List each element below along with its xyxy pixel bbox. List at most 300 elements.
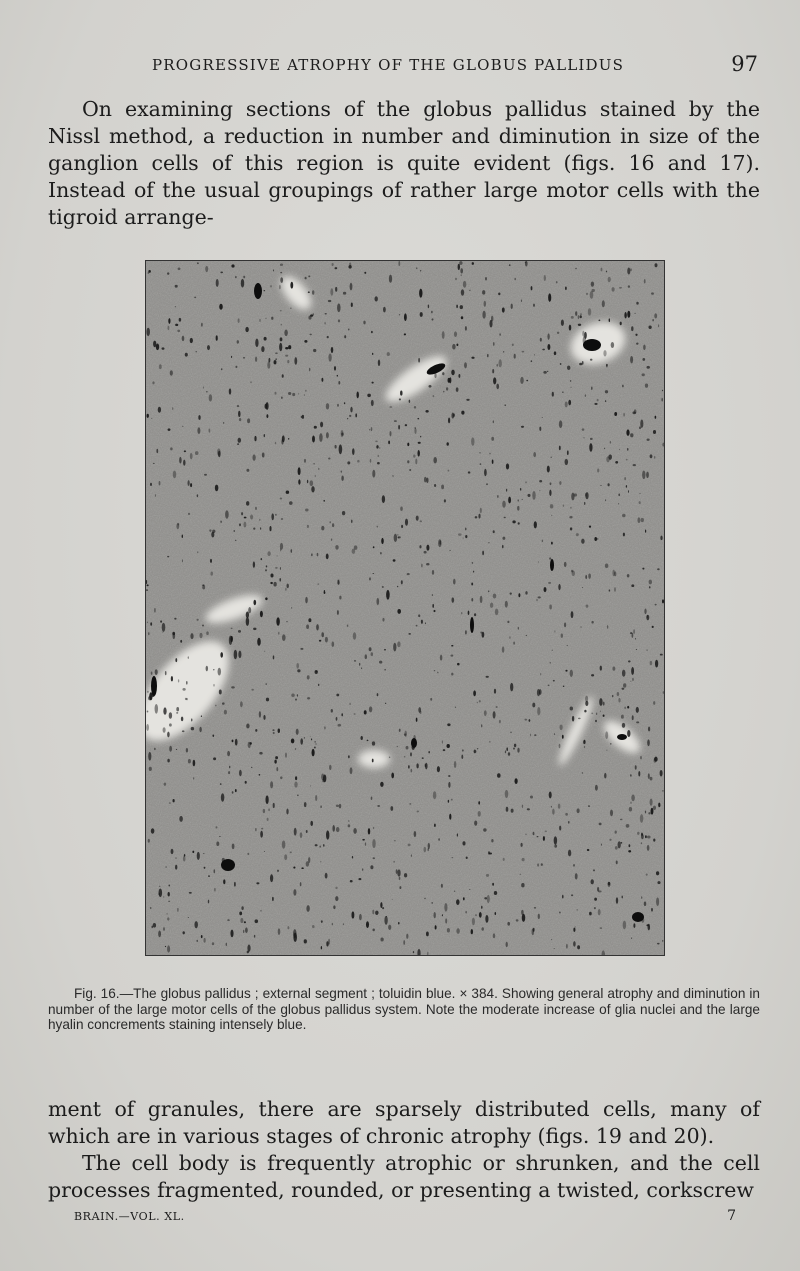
stain-speck <box>572 571 575 576</box>
stain-speck <box>627 574 630 578</box>
stain-speck <box>256 882 259 884</box>
stain-speck <box>305 277 307 280</box>
stain-speck <box>351 911 354 918</box>
stain-speck <box>174 618 176 620</box>
stain-speck <box>600 711 601 712</box>
stain-speck <box>539 427 541 431</box>
stain-speck <box>260 831 263 838</box>
stain-speck <box>454 331 457 337</box>
stain-speck <box>502 646 505 652</box>
stain-speck <box>359 914 362 920</box>
stain-speck <box>576 909 578 910</box>
stain-speck <box>571 611 574 618</box>
stain-speck <box>644 608 646 614</box>
stain-speck <box>646 873 648 875</box>
stain-speck <box>372 470 375 478</box>
stain-speck <box>382 618 384 622</box>
stain-speck <box>622 670 626 677</box>
stain-speck <box>481 906 483 909</box>
stain-speck <box>376 445 378 449</box>
stain-speck <box>400 506 403 510</box>
stain-speck <box>377 462 380 464</box>
stain-speck <box>277 870 279 872</box>
stain-speck <box>238 630 241 633</box>
stain-speck <box>505 790 509 798</box>
stain-speck <box>339 444 343 454</box>
stain-speck <box>247 418 250 423</box>
stain-speck <box>181 717 183 722</box>
stain-speck <box>278 928 281 935</box>
stain-speck <box>167 759 169 763</box>
stain-speck <box>481 632 482 634</box>
stain-speck <box>275 352 278 354</box>
stain-speck <box>192 851 194 853</box>
stain-speck <box>291 549 293 553</box>
stain-speck <box>366 921 369 928</box>
stain-speck <box>394 534 398 542</box>
stain-speck <box>206 666 208 672</box>
stain-speck <box>320 805 322 808</box>
stain-speck <box>205 266 208 272</box>
stain-speck <box>320 862 321 863</box>
stain-speck <box>432 570 434 575</box>
stain-speck <box>310 786 311 787</box>
stain-speck <box>576 533 579 536</box>
stain-speck <box>275 567 278 569</box>
stain-speck <box>584 502 585 505</box>
stain-speck <box>385 669 386 671</box>
stain-speck <box>182 336 185 342</box>
stain-speck <box>551 542 553 545</box>
stain-speck <box>176 523 179 529</box>
stain-speck <box>604 448 605 450</box>
stain-speck <box>306 625 309 630</box>
stain-speck <box>373 827 374 829</box>
stain-speck <box>404 873 407 877</box>
stain-speck <box>203 386 204 388</box>
stain-speck <box>231 628 233 629</box>
stain-speck <box>332 923 333 926</box>
stain-speck <box>469 290 470 291</box>
stain-speck <box>493 420 494 423</box>
stain-speck <box>636 302 638 305</box>
stain-speck <box>388 925 391 930</box>
stain-speck <box>337 375 338 377</box>
stain-speck <box>640 420 643 429</box>
stain-speck <box>328 939 330 945</box>
stain-speck <box>367 394 371 397</box>
stain-speck <box>321 632 324 637</box>
stain-speck <box>288 438 289 440</box>
stain-speck <box>361 667 362 669</box>
stain-speck <box>655 660 658 668</box>
stain-speck <box>480 463 482 465</box>
stain-speck <box>170 447 172 450</box>
stain-speck <box>218 451 221 458</box>
stain-speck <box>453 579 456 585</box>
stain-speck <box>399 314 400 315</box>
stain-speck <box>357 460 359 463</box>
stain-speck <box>330 288 333 296</box>
stain-speck <box>361 736 363 740</box>
stain-speck <box>387 352 390 356</box>
stain-speck <box>177 908 179 912</box>
stain-speck <box>623 413 625 417</box>
stain-speck <box>533 304 535 307</box>
stain-speck <box>471 598 473 602</box>
stain-speck <box>372 910 374 915</box>
stain-speck <box>255 919 258 923</box>
stain-speck <box>324 590 325 594</box>
stain-speck <box>482 311 485 319</box>
stain-speck <box>244 921 246 923</box>
stain-speck <box>420 270 421 272</box>
stain-speck <box>662 790 664 792</box>
stain-speck <box>290 852 292 854</box>
stain-speck <box>484 710 487 716</box>
stain-speck <box>255 339 258 347</box>
stain-speck <box>634 313 635 314</box>
stain-speck <box>206 391 207 393</box>
stain-speck <box>201 323 203 327</box>
stain-speck <box>319 845 321 847</box>
stain-speck <box>291 607 292 609</box>
stain-speck <box>530 733 531 736</box>
stain-speck <box>237 340 239 344</box>
stain-speck <box>383 307 386 313</box>
stain-speck <box>175 865 177 870</box>
stain-speck <box>167 732 170 738</box>
stain-speck <box>482 551 484 556</box>
stain-speck <box>479 700 481 702</box>
stain-speck <box>571 894 573 896</box>
stain-speck <box>478 801 480 805</box>
stain-speck <box>326 432 329 438</box>
stain-speck <box>290 282 293 289</box>
stain-speck <box>601 268 603 272</box>
stain-speck <box>584 746 585 748</box>
stain-speck <box>280 272 282 273</box>
stain-speck <box>276 358 277 360</box>
stain-speck <box>384 649 386 651</box>
stain-speck <box>188 480 190 486</box>
stain-speck <box>184 450 186 452</box>
stain-speck <box>407 460 409 463</box>
stain-speck <box>158 931 161 938</box>
stain-speck <box>411 854 412 857</box>
stain-speck <box>513 642 515 645</box>
stain-speck <box>585 394 586 397</box>
stain-speck <box>479 452 480 453</box>
stain-speck <box>183 460 185 466</box>
stain-speck <box>568 821 569 824</box>
stain-speck <box>335 887 337 890</box>
stain-speck <box>606 271 607 273</box>
stain-speck <box>486 483 487 485</box>
stain-speck <box>532 491 535 500</box>
stain-speck <box>655 416 657 419</box>
stain-speck <box>146 328 150 336</box>
stain-speck <box>658 324 659 327</box>
stain-speck <box>285 347 288 349</box>
stain-speck <box>654 456 655 459</box>
stain-speck <box>534 907 536 908</box>
stain-speck <box>197 494 199 497</box>
stain-speck <box>341 432 343 435</box>
stain-speck <box>455 706 456 708</box>
stain-speck <box>216 841 219 846</box>
stain-speck <box>626 429 629 435</box>
running-head <box>48 52 760 80</box>
stain-speck <box>637 832 639 835</box>
stain-speck <box>321 774 324 781</box>
stain-speck <box>280 497 283 499</box>
stain-speck <box>472 918 475 926</box>
stain-speck <box>274 360 277 364</box>
stain-speck <box>618 503 619 505</box>
stain-speck <box>323 500 325 502</box>
stain-speck <box>646 366 650 369</box>
stain-speck <box>263 715 265 720</box>
stain-speck <box>630 356 633 363</box>
stain-speck <box>516 919 519 921</box>
stain-speck <box>407 573 410 575</box>
stain-speck <box>644 901 646 906</box>
stain-speck <box>253 527 255 529</box>
stain-speck <box>526 635 527 636</box>
stain-speck <box>591 281 594 286</box>
stain-speck <box>209 394 212 401</box>
stain-speck <box>424 551 427 554</box>
stain-speck <box>598 909 601 915</box>
stain-speck <box>265 404 268 409</box>
stain-speck <box>521 299 522 302</box>
stain-speck <box>507 922 510 926</box>
stain-speck <box>264 337 267 341</box>
stain-speck <box>397 746 398 747</box>
stain-speck <box>441 884 443 888</box>
stain-speck <box>147 711 149 713</box>
stain-speck <box>297 694 298 697</box>
stain-speck <box>355 413 357 417</box>
stain-speck <box>639 501 641 504</box>
stain-speck <box>179 816 183 822</box>
stain-speck <box>262 452 265 457</box>
stain-speck <box>155 704 158 714</box>
stain-speck <box>550 662 551 663</box>
stain-speck <box>275 392 277 395</box>
stain-speck <box>320 422 323 428</box>
stain-speck <box>564 562 567 567</box>
stain-speck <box>278 728 280 732</box>
stain-speck <box>176 707 179 711</box>
stain-speck <box>446 442 448 446</box>
stain-speck <box>626 485 627 488</box>
stain-speck <box>427 848 428 851</box>
stain-speck <box>224 710 227 715</box>
stain-speck <box>583 437 584 438</box>
stain-speck <box>648 812 650 814</box>
stain-speck <box>219 304 223 310</box>
stain-speck <box>182 730 185 732</box>
stain-speck <box>364 710 367 714</box>
stain-speck <box>602 300 605 307</box>
stain-speck <box>353 828 357 834</box>
stain-speck <box>246 617 249 626</box>
stain-speck <box>247 951 249 954</box>
stain-speck <box>336 827 340 832</box>
stain-speck <box>487 895 490 903</box>
stain-speck <box>310 314 313 316</box>
stain-speck <box>288 345 291 349</box>
stain-speck <box>444 499 446 502</box>
stain-speck <box>358 878 361 880</box>
stain-speck <box>238 438 241 443</box>
stain-speck <box>484 301 486 307</box>
stain-speck <box>496 706 498 708</box>
stain-speck <box>537 707 540 715</box>
stain-speck <box>265 597 267 600</box>
stain-speck <box>631 667 634 675</box>
stain-speck <box>329 765 332 770</box>
stain-speck <box>556 281 558 283</box>
stain-speck <box>410 752 412 756</box>
stain-speck <box>365 654 367 659</box>
stain-speck <box>451 799 453 801</box>
caption-text: Fig. 16.—The globus pallidus ; external segment ; toluidin blue. × 384. Showing general atrophy and diminution in number of the large motor cells of the globus pallidus system. Note the moderate increase of glia nuclei and the large hyalin concrements staining intensely blue. <box>48 986 760 1032</box>
stain-speck <box>512 344 514 347</box>
stain-speck <box>338 319 340 322</box>
stain-speck <box>486 676 489 678</box>
stain-speck <box>182 688 185 691</box>
stain-speck <box>168 428 171 431</box>
stain-speck <box>543 836 545 841</box>
stain-speck <box>208 875 210 877</box>
stain-speck <box>167 556 169 558</box>
stain-speck <box>632 678 634 681</box>
stain-speck <box>282 634 286 641</box>
stain-speck <box>586 293 587 295</box>
stain-speck <box>240 918 243 923</box>
stain-speck <box>272 729 274 731</box>
stain-speck <box>339 804 341 809</box>
stain-speck <box>369 647 372 651</box>
stain-speck <box>551 515 552 516</box>
stain-speck <box>482 632 485 638</box>
stain-speck <box>651 808 654 815</box>
stain-speck <box>645 835 647 838</box>
stain-speck <box>426 545 429 551</box>
stain-speck <box>520 377 524 384</box>
stain-speck <box>449 814 451 820</box>
stain-speck <box>270 574 273 578</box>
stain-speck <box>594 537 597 541</box>
stain-speck <box>188 513 189 515</box>
stain-speck <box>369 577 370 580</box>
stain-speck <box>619 449 620 450</box>
running-title: PROGRESSIVE ATROPHY OF THE GLOBUS PALLIDUS <box>152 56 625 74</box>
stain-speck <box>454 761 456 768</box>
stain-speck <box>375 911 378 915</box>
stain-speck <box>609 318 610 322</box>
stain-speck <box>152 926 153 929</box>
stain-speck <box>377 805 380 807</box>
stain-speck <box>379 447 380 449</box>
stain-speck <box>608 483 610 486</box>
stain-speck <box>335 896 338 901</box>
stain-speck <box>273 732 275 734</box>
stain-speck <box>158 407 161 413</box>
stain-speck <box>325 313 327 314</box>
stain-speck <box>234 530 235 532</box>
stain-speck <box>304 737 305 739</box>
stain-speck <box>630 433 633 437</box>
stain-speck <box>382 495 385 503</box>
stain-speck <box>194 921 197 928</box>
stain-speck <box>280 337 283 341</box>
stain-speck <box>553 680 555 682</box>
stain-speck <box>398 425 400 430</box>
stain-speck <box>307 697 310 699</box>
stain-speck <box>341 470 343 472</box>
stain-speck <box>243 276 245 279</box>
stain-speck <box>312 290 314 295</box>
stain-speck <box>280 578 281 582</box>
stain-speck <box>168 901 170 902</box>
stain-speck <box>534 354 535 355</box>
stain-speck <box>589 525 591 527</box>
stain-speck <box>408 633 411 635</box>
stain-speck <box>416 267 417 269</box>
stain-speck <box>539 490 540 491</box>
stain-speck <box>585 696 588 702</box>
stain-speck <box>385 703 386 704</box>
stain-speck <box>404 756 405 757</box>
stain-speck <box>518 593 520 597</box>
stain-speck <box>150 622 152 626</box>
stain-speck <box>508 497 511 504</box>
stain-speck <box>354 713 356 715</box>
stain-speck <box>215 485 219 492</box>
stain-speck <box>615 846 618 850</box>
stain-speck <box>373 857 375 859</box>
stain-speck <box>460 305 463 309</box>
stain-speck <box>338 381 340 385</box>
stain-speck <box>266 414 268 418</box>
stain-speck <box>610 810 613 817</box>
stain-speck <box>149 767 152 771</box>
stain-speck <box>534 734 536 736</box>
stain-speck <box>493 342 494 346</box>
stain-speck <box>159 893 160 896</box>
stain-speck <box>399 729 401 732</box>
paragraph: ment of granules, there are sparsely distributed cells, many of which are in various stages of chronic atrophy (figs. 19 and 20). <box>48 1097 760 1148</box>
stain-speck <box>460 268 463 273</box>
stain-speck <box>461 275 462 276</box>
stain-speck <box>295 776 297 780</box>
stain-speck <box>635 334 637 336</box>
stain-speck <box>228 771 230 774</box>
stain-speck <box>219 690 222 695</box>
stain-speck <box>237 443 239 445</box>
stain-speck <box>363 321 365 325</box>
stain-speck <box>347 461 350 464</box>
stain-speck <box>389 757 390 759</box>
stain-speck <box>653 701 655 705</box>
stain-speck <box>420 520 422 522</box>
stain-speck <box>443 391 444 393</box>
stain-speck <box>649 580 652 585</box>
